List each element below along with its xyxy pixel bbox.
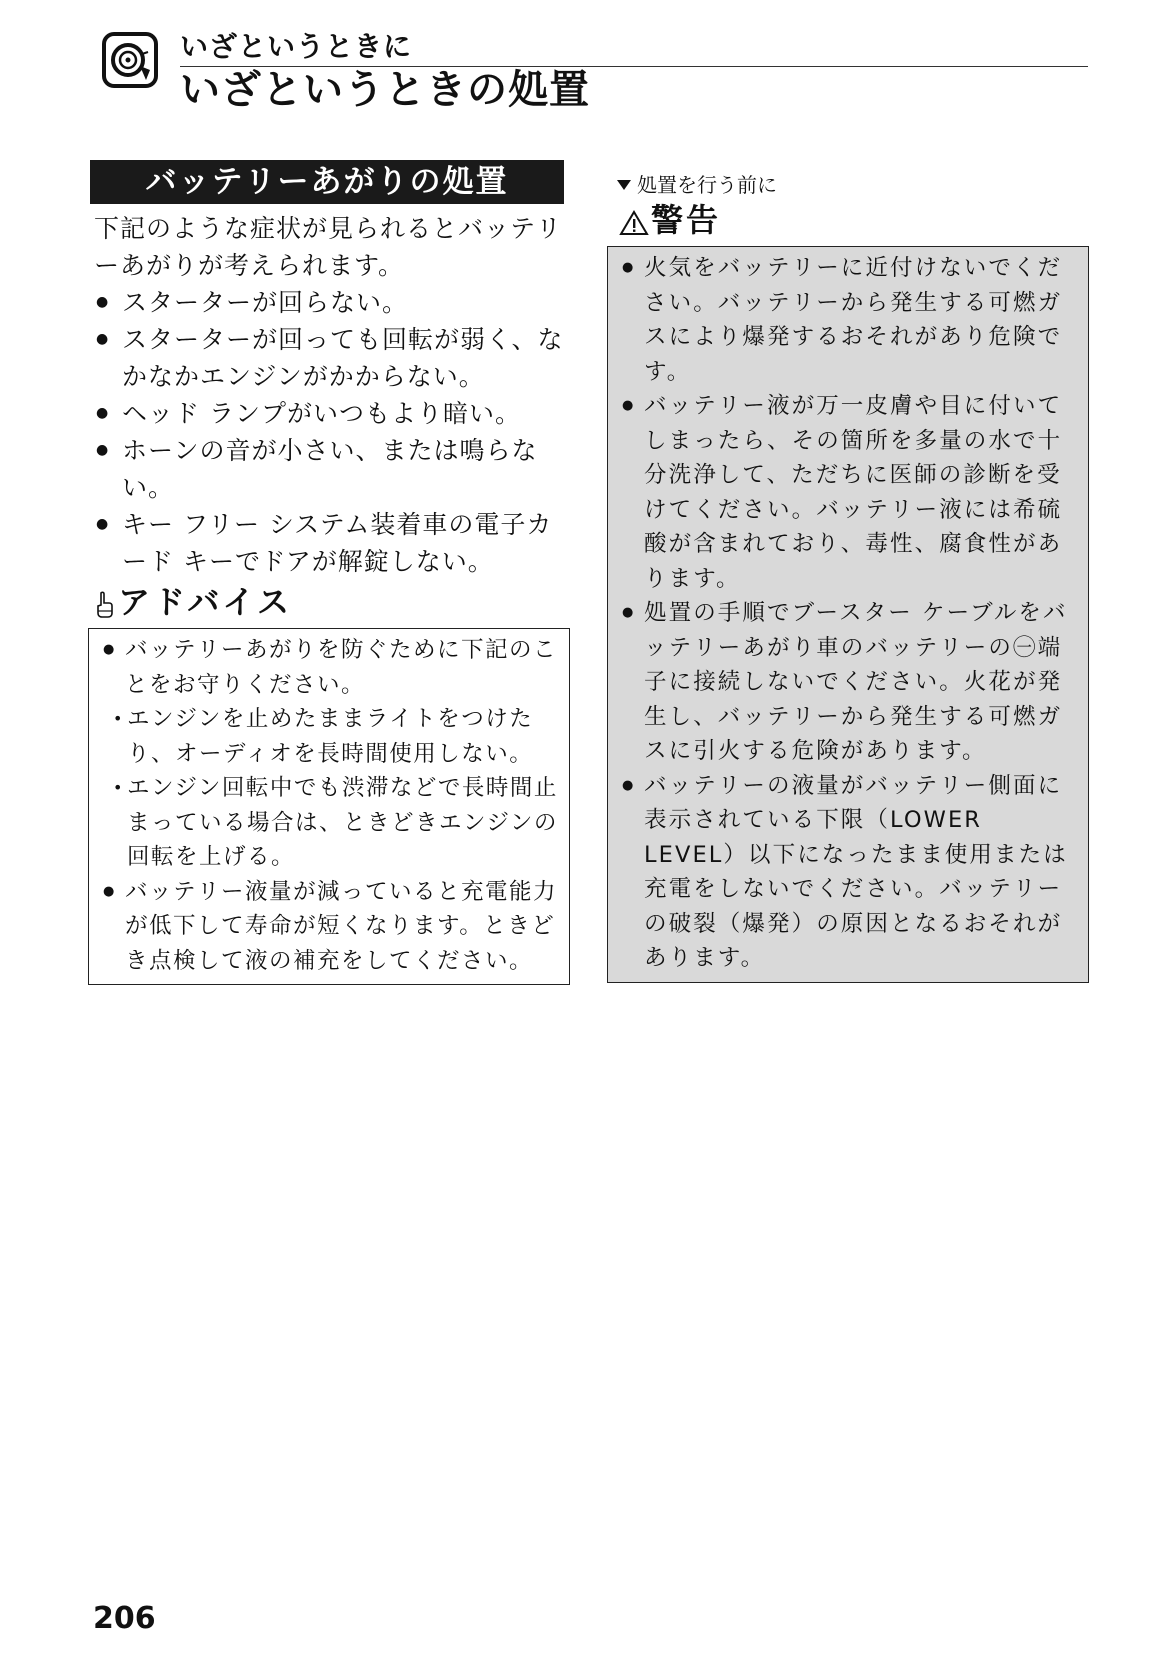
advice-heading [94, 582, 570, 622]
tire-icon [102, 32, 158, 88]
warning-heading [619, 200, 1089, 240]
list-item [97, 633, 561, 875]
list-item: ● スターターが回らない。 [88, 284, 570, 321]
list-item: ● 火気をバッテリーに近付けないでください。バッテリーから発生する可燃ガスにより爆発するおそれがあり危険です。 [616, 251, 1080, 389]
page-title: いざというときの処置 [180, 67, 590, 113]
section-title: バッテリーあがりの処置 [90, 160, 564, 204]
symptom-list [88, 284, 570, 580]
intro-text: 下記のような症状が見られるとバッテリーあがりが考えられます。 [94, 214, 563, 280]
advice-box [88, 628, 570, 985]
list-subitem: • エンジン回転中でも渋滞などで長時間止まっている場合は、ときどきエンジンの回転を上げる。 [115, 771, 561, 875]
pre-warning-text: 処置を行う前に [637, 173, 777, 197]
right-column [607, 172, 1089, 983]
list-item: ● スターターが回っても回転が弱く、なかなかエンジンがかからない。 [88, 321, 570, 395]
left-column [88, 160, 570, 985]
advice-heading-label: アドバイス [118, 583, 293, 621]
pre-warning-label [617, 172, 1089, 198]
list-item: ● ヘッド ランプがいつもより暗い。 [88, 395, 570, 432]
advice-text: バッテリー液量が減っていると充電能力が低下して寿命が短くなります。ときどき点検して液の補充をしてください。 [125, 878, 558, 974]
list-item: ● キー フリー システム装着車の電子カード キーでドアが解錠しない。 [88, 506, 570, 580]
warning-triangle-icon [619, 206, 649, 234]
advice-text: バッテリーあがりを防ぐために下記のことをお守りください。 [125, 637, 558, 698]
list-item: ● バッテリー液が万一皮膚や目に付いてしまったら、その箇所を多量の水で十分洗浄して、ただちに医師の診断を受けてください。バッテリー液には希硫酸が含まれており、毒性、腐食性があります。 [616, 389, 1080, 596]
list-item [97, 875, 561, 979]
triangle-down-icon [617, 180, 631, 190]
chapter-category: いざというときに [180, 30, 413, 63]
pointing-hand-icon [94, 588, 114, 616]
list-item: ● ホーンの音が小さい、または鳴らない。 [88, 432, 570, 506]
warning-box [607, 246, 1089, 983]
page-number: 206 [93, 1601, 156, 1636]
list-item: ● バッテリーの液量がバッテリー側面に表示されている下限（LOWER LEVEL）以下になったまま使用または充電をしないでください。バッテリーの破裂（爆発）の原因となるおそれがあります。 [616, 769, 1080, 976]
warning-heading-label: 警告 [651, 201, 722, 239]
list-item: ● 処置の手順でブースター ケーブルをバッテリーあがり車のバッテリーの㊀端子に接続しないでください。火花が発生し、バッテリーから発生する可燃ガスに引火する危険があります。 [616, 596, 1080, 769]
list-subitem: • エンジンを止めたままライトをつけたり、オーディオを長時間使用しない。 [115, 702, 561, 771]
